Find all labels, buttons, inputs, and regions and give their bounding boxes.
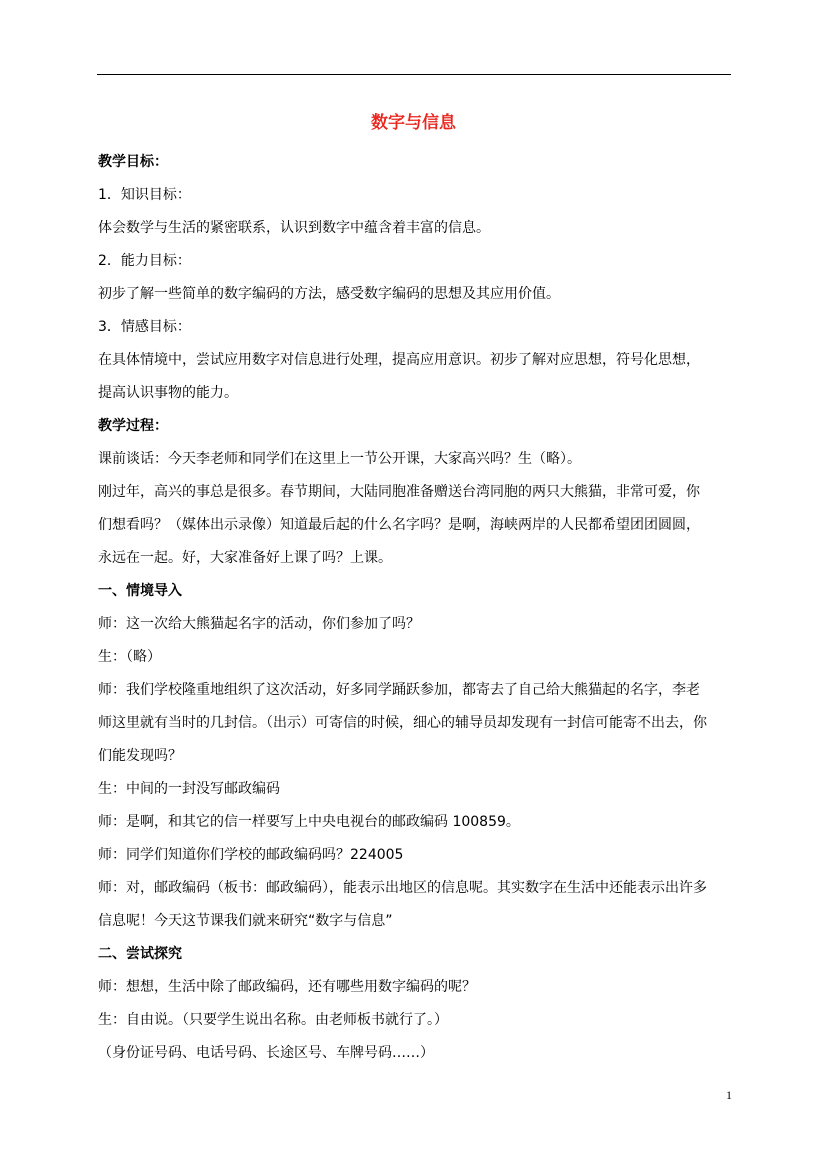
text-line: 永远在一起。好，大家准备好上课了吗？上课。 — [98, 550, 392, 566]
text-line: （身份证号码、电话号码、长途区号、车牌号码……） — [98, 1045, 434, 1061]
text-line: 提高认识事物的能力。 — [98, 385, 238, 401]
text-line: 师：对，邮政编码（板书：邮政编码），能表示出地区的信息呢。其实数字在生活中还能表示出许多 — [98, 880, 707, 896]
text-line: 信息呢！今天这节课我们就来研究“数字与信息” — [98, 913, 393, 929]
text-line: 师：这一次给大熊猫起名字的活动，你们参加了吗？ — [98, 616, 420, 632]
text-line: 初步了解一些简单的数字编码的方法，感受数字编码的思想及其应用价值。 — [98, 286, 560, 302]
text-line: 生：（略） — [98, 649, 161, 665]
text-line: 师：是啊，和其它的信一样要写上中央电视台的邮政编码 100859。 — [98, 814, 520, 830]
text-line: 师这里就有当时的几封信。（出示）可寄信的时候，细心的辅导员却发现有一封信可能寄不出去，你 — [98, 715, 707, 731]
text-line: 1．知识目标： — [98, 187, 191, 203]
text-line: 生：中间的一封没写邮政编码 — [98, 781, 280, 797]
document-body — [98, 146, 730, 1070]
text-line: 师：我们学校隆重地组织了这次活动，好多同学踊跃参加，都寄去了自己给大熊猫起的名字，李老 — [98, 682, 700, 698]
text-line: 3．情感目标： — [98, 319, 191, 335]
text-line: 师：同学们知道你们学校的邮政编码吗？224005 — [98, 847, 404, 863]
text-line: 体会数学与生活的紧密联系，认识到数字中蕴含着丰富的信息。 — [98, 220, 490, 236]
text-line: 生：自由说。（只要学生说出名称。由老师板书就行了。） — [98, 1012, 448, 1028]
text-line: 师：想想，生活中除了邮政编码，还有哪些用数字编码的呢？ — [98, 979, 476, 995]
header-rule — [97, 74, 731, 75]
page-number: 1 — [726, 1088, 732, 1102]
text-line: 在具体情境中，尝试应用数字对信息进行处理，提高应用意识。初步了解对应思想，符号化思想， — [98, 352, 700, 368]
section-heading: 教学过程： — [98, 418, 168, 434]
section-heading: 教学目标： — [98, 154, 168, 170]
document-title: 数字与信息 — [371, 113, 456, 133]
text-line: 2．能力目标： — [98, 253, 191, 269]
text-line: 刚过年，高兴的事总是很多。春节期间，大陆同胞准备赠送台湾同胞的两只大熊猫，非常可爱，你 — [98, 484, 700, 500]
text-line: 课前谈话：今天李老师和同学们在这里上一节公开课，大家高兴吗？生（略）。 — [98, 451, 581, 467]
text-line: 们能发现吗？ — [98, 748, 182, 764]
text-line: 们想看吗？（媒体出示录像）知道最后起的什么名字吗？是啊，海峡两岸的人民都希望团团圆圆， — [98, 517, 700, 533]
section-heading: 二、尝试探究 — [98, 946, 182, 962]
section-heading: 一、情境导入 — [98, 583, 182, 599]
